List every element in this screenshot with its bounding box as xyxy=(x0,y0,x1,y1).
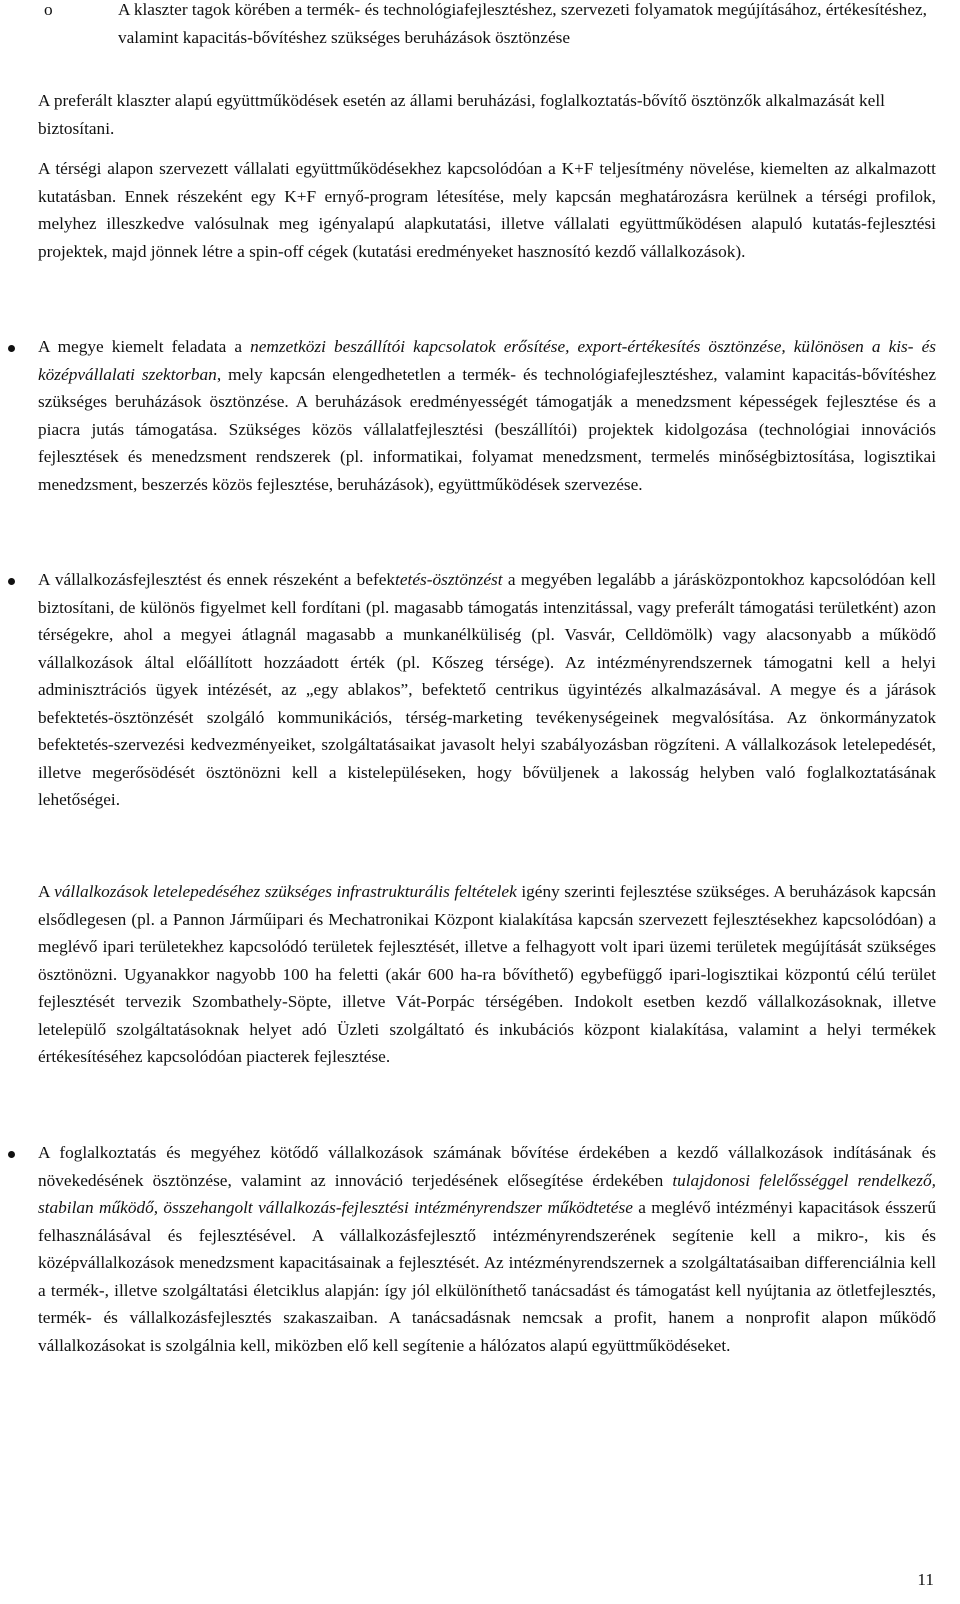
text-run: A foglalkoztatás és megyéhez kötődő vállalkozások számának bővítése érdekében a kezdő vállalkozások indításának és növekedésének ösztönzése, valamint az innováció terjedésének elősegítése érdekében xyxy=(38,1143,936,1190)
text-run: igény szerinti fejlesztése szükséges. A beruházások kapcsán elsődlegesen (pl. a Pannon Járműipari és Mechatronikai Központ kialakítása kapcsán szervezett fejlesztésekhez kapcsolódóan) a meglévő ipari területekhez kapcsolódó területek fejlesztését, illetve a felhagyott volt ipari üzemi területek megújítását szükséges ösztönözni. Ugyanakkor nagyobb 100 ha feletti (akár 600 ha-ra bővíthető) egybefüggő ipari-logisztikai központú célú terület fejlesztését tervezik Szombathely-Söpte, illetve Vát-Porpác térségében. Indokolt esetben kezdő vállalkozásoknak, illetve letelepülő szolgáltatásoknak helyet adó Üzleti szolgáltató és inkubációs központ kialakítása, valamint a helyi termékek értékesítéséhez kapcsolódóan piacterek fejlesztése. xyxy=(38,882,936,1066)
italic-run: nemzetközi beszállítói kapcsolatok erősítése, export-értékesítés ösztönzése, különösen a kis- és középvállalati szektorban xyxy=(38,337,936,384)
list-item xyxy=(38,566,936,814)
bullet-icon xyxy=(8,1151,15,1158)
paragraph xyxy=(38,333,936,498)
list-item xyxy=(118,0,936,51)
paragraph: A klaszter tagok körében a termék- és technológiafejlesztéshez, szervezeti folyamatok megújításához, értékesítéshez, valamint kapacitás-bővítéshez szükséges beruházások ösztönzése xyxy=(118,0,927,47)
text-run: A megye kiemelt feladata a xyxy=(38,337,251,356)
text-run: a meglévő intézményi kapacitások ésszerű felhasználásával és fejlesztésével. A vállalkozásfejlesztő intézményrendszerének segítenie kell a mikro-, kis és középvállalkozások menedzsment kapacitásainak a fejlesztését. Az intézményrendszernek a szolgáltatásaiban differenciálnia kell a termék-, illetve szolgáltatási életciklus alapján: így jól elkülöníthető tanácsadást és támogatást kell nyújtania az ötletfejlesztés, termék- és vállalkozásfejlesztés szakaszaiban. A tanácsadásnak nemcsak a profit, hanem a nonprofit alapon működő vállalkozásokat is szolgálnia kell, miközben elő kell segítenie a hálózatos alapú együttműködéseket. xyxy=(38,1198,937,1355)
bullet-icon xyxy=(8,578,15,585)
paragraph: A preferált klaszter alapú együttműködések esetén az állami beruházási, foglalkoztatás-bővítő ösztönzők alkalmazását kell biztosítani. xyxy=(38,91,885,138)
paragraph xyxy=(38,878,936,1071)
paragraph xyxy=(38,566,936,814)
paragraph: A térségi alapon szervezett vállalati együttműködésekhez kapcsolódóan a K+F teljesítmény növelése, kiemelten az alkalmazott kutatásban. Ennek részeként egy K+F ernyő-program létesítése, mely kapcsán meghatározásra kerülnek a térségi profilok, melyhez illeszkedve valósulnak meg igényalapú alapkutatási, illetve vállalati együttműködésen alapuló kutatás-fejlesztési projektek, majd jönnek létre a spin-off cégek (kutatási eredményeket hasznosító kezdő vállalkozások). xyxy=(38,159,936,261)
text-run: a megyében legalább a járásközpontokhoz kapcsolódóan kell biztosítani, de különös figyelmet kell fordítani (pl. magasabb támogatás intenzitással, vagy preferált támogatási területként) azon térségekre, ahol a megyei átlagnál magasabb a munkanélküliség (pl. Vasvár, Celldömölk) vagy alacsonyabb a működő vállalkozások által előállított hozzáadott érték (pl. Kőszeg térsége). Az intézményrendszernek támogatni kell a helyi adminisztrációs ügyek intézését, az „egy ablakos”, befektető centrikus ügyintézés alkalmazásával. A megye és a járások befektetés-ösztönzését szolgáló kommunikációs, térség-marketing tevékenységeinek megvalósítása. Az önkormányzatok befektetés-szervezési kedvezményeiket, szolgáltatásaikat javasolt helyi szabályozásban rögzíteni. A vállalkozások letelepedését, illetve megerősödését ösztönözni kell a kistelepüléseken, hogy bővüljenek a lakosság helyben való foglalkoztatásának lehetőségei. xyxy=(38,570,936,809)
text-run: A xyxy=(38,882,55,901)
paragraph-block xyxy=(38,87,936,142)
text-run: , mely kapcsán elengedhetetlen a termék- és technológiafejlesztéshez, valamint kapacitás-bővítéshez szükséges beruházások ösztönzése. A beruházások eredményességét támogatják a menedzsment képességek fejlesztése és a piacra jutás támogatása. Szükséges közös vállalatfejlesztési (beszállítói) projektek kidolgozása (technológiai innovációs fejlesztések és menedzsment rendszerek (pl. informatikai, folyamat menedzsment, termelés minőségbiztosítása, logisztikai menedzsment, beszerzés közös fejlesztése, beruházások), együttműködések szervezése. xyxy=(38,364,936,494)
list-item xyxy=(38,1139,936,1359)
list-item xyxy=(38,333,936,498)
page-number: 11 xyxy=(917,1570,934,1589)
bullet-icon xyxy=(8,345,15,352)
italic-run: vállalkozások letelepedéséhez szükséges infrastrukturális feltételek xyxy=(54,882,517,901)
text-run: A vállalkozásfejlesztést és ennek részeként a befek xyxy=(38,570,396,589)
paragraph xyxy=(38,1139,936,1359)
paragraph-block xyxy=(38,878,936,1071)
paragraph-block xyxy=(38,155,936,265)
italic-run: tetés-ösztönzést xyxy=(395,570,503,589)
sub-bullet-marker: o xyxy=(44,0,53,19)
italic-run: tulajdonosi felelősséggel rendelkező, stabilan működő, összehangolt vállalkozás-fejlesztési intézményrendszer működtetése xyxy=(38,1170,936,1217)
